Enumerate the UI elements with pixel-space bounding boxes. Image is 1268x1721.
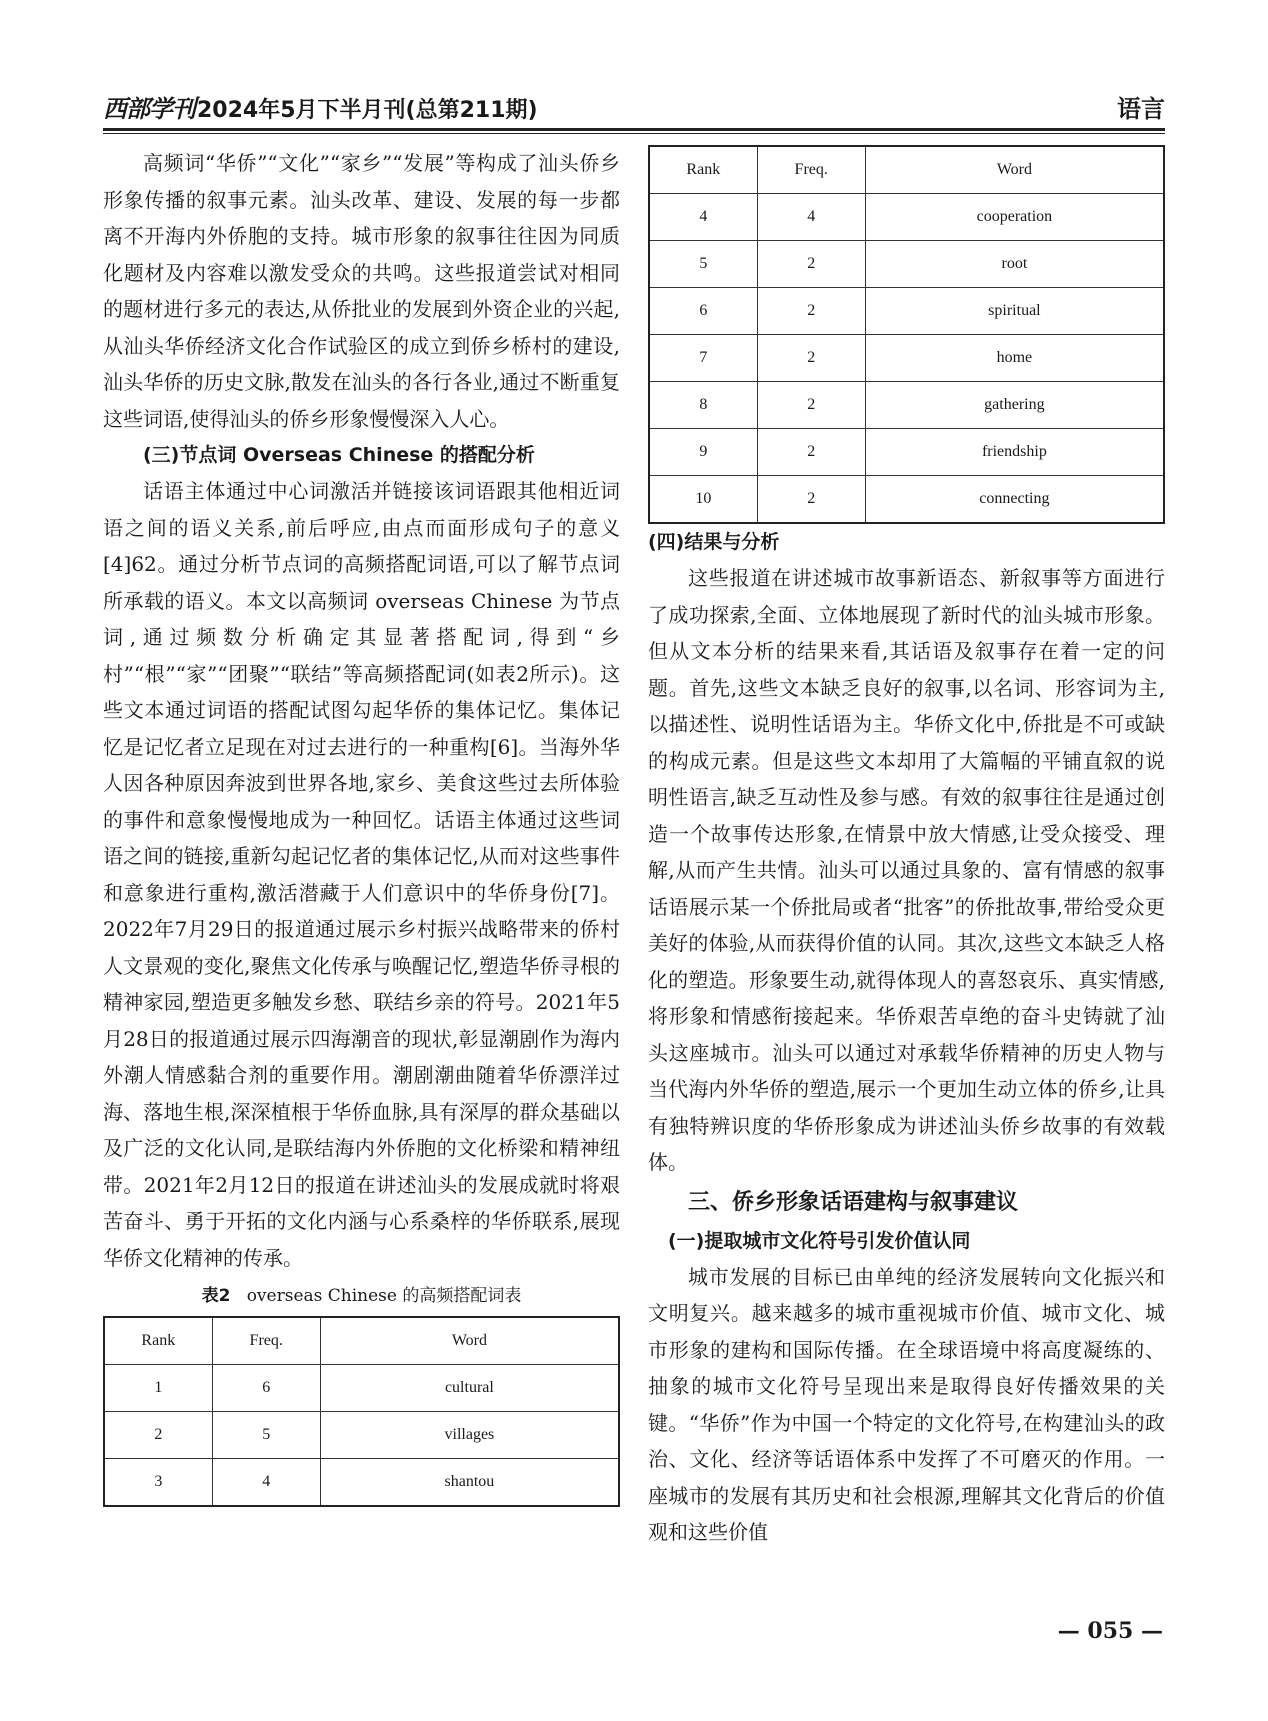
word-cell: connecting [865,476,1164,524]
table-header-row [649,146,1164,194]
rank-cell: 4 [649,194,757,241]
page-number: — 055 — [1057,1618,1163,1644]
page-header [103,88,1165,124]
rank-cell: 6 [649,288,757,335]
rank-cell: 7 [649,335,757,382]
col-header-word: Word [865,146,1164,194]
table-row [649,335,1164,382]
section-label: 语言 [1117,95,1165,123]
freq-cell: 2 [757,335,865,382]
rank-cell: 9 [649,429,757,476]
rank-cell: 3 [104,1459,212,1507]
table-caption [103,1280,620,1312]
rank-cell: 1 [104,1365,212,1412]
section-heading: 三、侨乡形象话语建构与叙事建议 [688,1189,1019,1215]
subsection-heading: (四)结果与分析 [648,531,780,553]
collocation-table-part2 [648,145,1165,524]
table-row [104,1365,619,1412]
col-header-rank: Rank [104,1317,212,1365]
table-row [649,194,1164,241]
table-row [649,288,1164,335]
header-left [103,89,538,124]
table-row [649,476,1164,524]
subsection-heading: (三)节点词 Overseas Chinese 的搭配分析 [143,444,535,466]
collocation-table-part1 [103,1316,620,1507]
subsection-heading: (一)提取城市文化符号引发价值认同 [668,1229,971,1252]
left-column [103,145,620,1507]
journal-logo: 西部学刊 [103,94,195,123]
rank-cell: 2 [104,1412,212,1459]
rank-cell: 8 [649,382,757,429]
word-cell: spiritual [865,288,1164,335]
paragraph: 高频词“华侨”“文化”“家乡”“发展”等构成了汕头侨乡形象传播的叙事元素。汕头改革、建设、发展的每一步都离不开海内外侨胞的支持。城市形象的叙事往往因为同质化题材及内容难以激发受众的共鸣。这些报道尝试对相同的题材进行多元的表达,从侨批业的发展到外资企业的兴起,从汕头华侨经济文化合作试验区的成立到侨乡桥村的建设,汕头华侨的历史文脉,散发在汕头的各行各业,通过不断重复这些词语,使得汕头的侨乡形象慢慢深入人心。 [103,151,620,431]
table-row [649,429,1164,476]
col-header-word: Word [320,1317,619,1365]
table-row [649,241,1164,288]
freq-cell: 4 [757,194,865,241]
freq-cell: 4 [212,1459,320,1507]
paragraph: 话语主体通过中心词激活并链接该词语跟其他相近词语之间的语义关系,前后呼应,由点而面形成句子的意义[4]62。通过分析节点词的高频搭配词语,可以了解节点词所承载的语义。本文以高频词 overseas Chinese 为节点词,通过频数分析确定其显著搭配词,得到“乡村”“根”“家”“团聚”“联结”等高频搭配词(如表2所示)。这些文本通过词语的搭配试图勾起华侨的集体记忆。集体记忆是记忆者立足现在对过去进行的一种重构[6]。当海外华人因各种原因奔波到世界各地,家乡、美食这些过去所体验的事件和意象慢慢地成为一种回忆。话语主体通过这些词语之间的链接,重新勾起记忆者的集体记忆,从而对这些事件和意象进行重构,激活潜藏于人们意识中的华侨身份[7]。2022年7月29日的报道通过展示乡村振兴战略带来的侨村人文景观的变化,聚焦文化传承与唤醒记忆,塑造华侨寻根的精神家园,塑造更多触发乡愁、联结乡亲的符号。2021年5月28日的报道通过展示四海潮音的现状,彰显潮剧作为海内外潮人情感黏合剂的重要作用。潮剧潮曲随着华侨漂洋过海、落地生根,深深植根于华侨血脉,具有深厚的群众基础以及广泛的文化认同,是联结海内外侨胞的文化桥梁和精神纽带。2021年2月12日的报道在讲述汕头的发展成就时将艰苦奋斗、勇于开拓的文化内涵与心系桑梓的华侨联系,展现华侨文化精神的传承。 [103,479,620,1270]
word-cell: cooperation [865,194,1164,241]
word-cell: shantou [320,1459,619,1507]
paragraph: 城市发展的目标已由单纯的经济发展转向文化振兴和文明复兴。越来越多的城市重视城市价值、城市文化、城市形象的建构和国际传播。在全球语境中将高度凝练的、抽象的城市文化符号呈现出来是取得良好传播效果的关键。“华侨”作为中国一个特定的文化符号,在构建汕头的政治、文化、经济等话语体系中发挥了不可磨灭的作用。一座城市的发展有其历史和社会根源,理解其文化背后的价值观和这些价值 [648,1264,1165,1544]
paragraph: 这些报道在讲述城市故事新语态、新叙事等方面进行了成功探索,全面、立体地展现了新时代的汕头城市形象。但从文本分析的结果来看,其话语及叙事存在着一定的问题。首先,这些文本缺乏良好的叙事,以名词、形容词为主,以描述性、说明性话语为主。华侨文化中,侨批是不可或缺的构成元素。但是这些文本却用了大篇幅的平铺直叙的说明性语言,缺乏互动性及参与感。有效的叙事往往是通过创造一个故事传达形象,在情景中放大情感,让受众接受、理解,从而产生共情。汕头可以通过具象的、富有情感的叙事话语展示某一个侨批局或者“批客”的侨批故事,带给受众更美好的体验,从而获得价值的认同。其次,这些文本缺乏人格化的塑造。形象要生动,就得体现人的喜怒哀乐、真实情感,将形象和情感衔接起来。华侨艰苦卓绝的奋斗史铸就了汕头这座城市。汕头可以通过对承载华侨精神的历史人物与当代海内外华侨的塑造,展示一个更加生动立体的侨乡,让具有独特辨识度的华侨形象成为讲述汕头侨乡故事的有效载体。 [648,566,1165,1174]
word-cell: friendship [865,429,1164,476]
word-cell: gathering [865,382,1164,429]
right-column [648,145,1165,1551]
word-cell: cultural [320,1365,619,1412]
freq-cell: 2 [757,476,865,524]
issue-info: 2024年5月下半月刊(总第211期) [197,98,538,123]
table-row [104,1412,619,1459]
table-row [104,1459,619,1507]
word-cell: root [865,241,1164,288]
freq-cell: 5 [212,1412,320,1459]
header-rule [103,128,1165,131]
header-rule-thin [103,133,1165,134]
col-header-freq: Freq. [757,146,865,194]
rank-cell: 5 [649,241,757,288]
freq-cell: 2 [757,429,865,476]
freq-cell: 2 [757,382,865,429]
word-cell: home [865,335,1164,382]
rank-cell: 10 [649,476,757,524]
col-header-rank: Rank [649,146,757,194]
col-header-freq: Freq. [212,1317,320,1365]
table-caption-text: overseas Chinese 的高频搭配词表 [246,1286,522,1306]
freq-cell: 2 [757,241,865,288]
table-caption-label: 表2 [201,1286,231,1306]
freq-cell: 2 [757,288,865,335]
table-header-row [104,1317,619,1365]
freq-cell: 6 [212,1365,320,1412]
word-cell: villages [320,1412,619,1459]
table-row [649,382,1164,429]
